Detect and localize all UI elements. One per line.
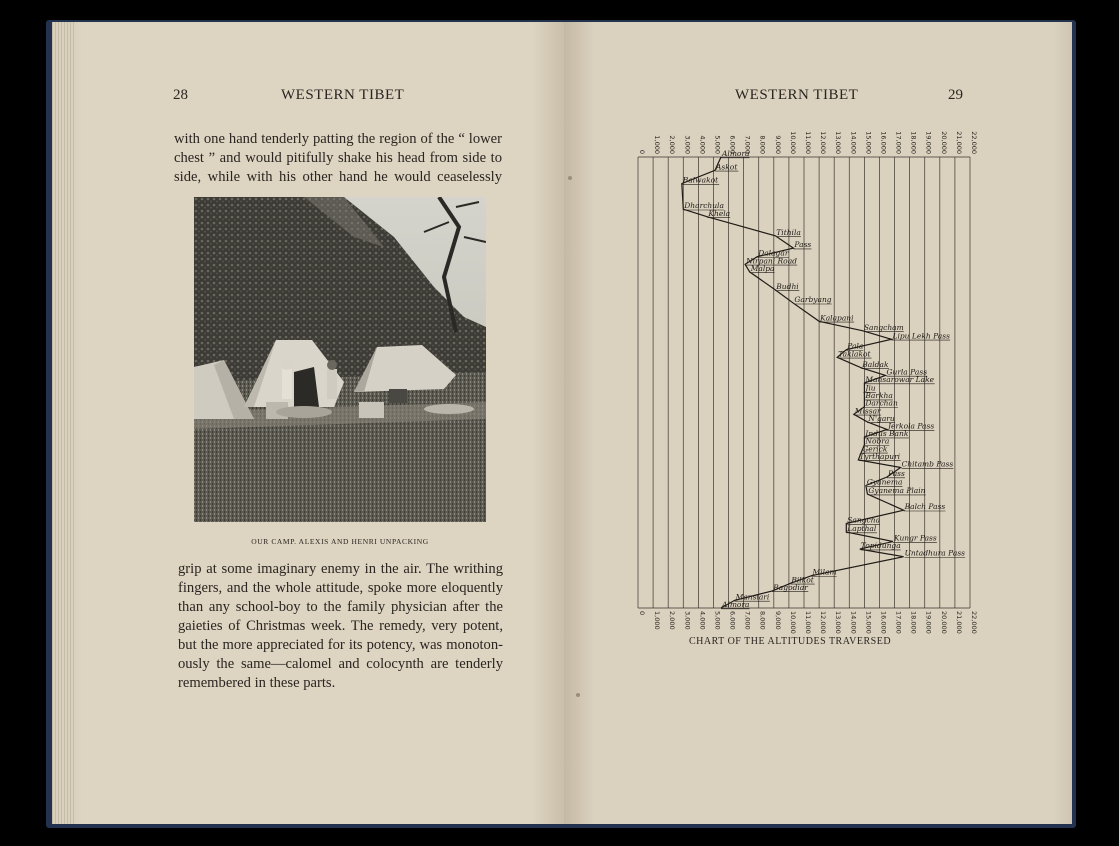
tick-label: 1,000 [653,611,662,630]
tick-label: 13,000 [834,131,843,154]
tick-label: 8,000 [758,135,767,154]
tick-label: 4,000 [698,135,707,154]
point-label: Missar [854,406,881,416]
point-label: Almora [722,149,750,158]
text-line: ously the same—calomel and colocynth are tenderly [178,656,503,672]
chart-caption: CHART OF THE ALTITUDES TRAVERSED [688,636,892,647]
point-label: Malpa [750,263,775,273]
tick-label: 10,000 [788,131,797,154]
text-line: remembered in these parts. [178,675,336,691]
tick-label: 18,000 [909,611,918,634]
tick-label: 3,000 [683,611,692,630]
binding-hole [576,693,580,697]
tick-label: 9,000 [773,135,782,154]
tick-label: 21,000 [954,131,963,154]
text-line: than any school-boy to the family physician after the [178,599,503,615]
point-label: Gyanema Plain [868,486,926,496]
point-label: Chitamb Pass [901,459,954,469]
point-label: Mansiari [735,592,770,602]
point-label: Pala [847,341,864,351]
tick-label: 12,000 [819,131,828,154]
paragraph-bottom [178,560,503,693]
point-label: Taklakot [838,349,871,359]
point-label: Balwakot [682,175,719,185]
text-line: with one hand tenderly patting the region of the “ lower [174,131,502,147]
tick-label: 22,000 [970,611,978,634]
point-label: Jiu [865,383,876,393]
tick-label: 19,000 [924,131,933,154]
tick-label: 13,000 [834,611,843,634]
point-label: Lapthal [847,524,877,533]
text-line: fingers, and the whole attitude, spoke more eloquently [178,580,503,596]
point-label: Pass [888,469,905,478]
tick-label: 16,000 [879,131,888,154]
tick-label: 15,000 [864,131,873,154]
text-line: grip at some imaginary enemy in the air. The writhing [178,561,503,577]
altitude-chart [620,130,980,635]
tick-label: 8,000 [758,611,767,630]
tick-label: 7,000 [743,135,752,154]
tick-label: 22,000 [970,131,978,154]
point-label: Lipu Lekh Pass [892,331,950,341]
paragraph-top [174,130,502,187]
right-running-head: WESTERN TIBET [735,87,859,103]
binding-hole [568,176,572,180]
tick-label: 15,000 [864,611,873,634]
point-label: Tyrthapuri [859,451,901,461]
tick-label: 12,000 [819,611,828,634]
point-label: N'garu [868,413,895,423]
tick-label: 17,000 [894,131,903,154]
point-label: Pass [794,240,812,250]
point-label: Bilkot [791,575,814,585]
right-page-number: 29 [948,87,963,103]
point-label: Untadhura Pass [904,548,966,558]
tick-label: 2,000 [668,135,677,154]
tick-label: 3,000 [683,135,692,154]
page-edges [52,22,76,824]
point-label: Jerkola Pass [888,421,935,431]
text-line: gaieties of Christmas week. The remedy, very potent, [178,618,503,634]
point-label: Kungr Pass [894,533,937,543]
tick-label: 9,000 [773,611,782,630]
point-label: Kalapani [820,313,854,323]
tick-label: 1,000 [653,135,662,154]
tick-label: 2,000 [668,611,677,630]
tick-label: 11,000 [804,611,812,634]
camp-photograph [194,197,486,522]
tick-label: 17,000 [894,611,903,634]
tick-label: 19,000 [924,611,933,634]
text-line: but the more appreciated for its potency, was monoton- [178,637,503,653]
point-label: Bagodiar [773,582,808,592]
point-label: Balch Pass [904,502,946,512]
point-label: Tithila [776,227,801,237]
tick-label: 14,000 [849,131,858,154]
left-running-head: WESTERN TIBET [281,87,405,103]
text-line: side, while with his other hand he would ceaselessly [174,169,502,185]
point-label: Baldak [862,359,889,369]
tick-label: 0 [638,149,646,154]
point-label: Garbyang [794,295,832,305]
point-label: Gerick [862,444,888,454]
point-label: Budhi [776,281,799,291]
point-label: Nirpani Road [746,256,797,266]
left-page-number: 28 [173,87,188,103]
tick-label: 5,000 [713,611,722,630]
tick-label: 6,000 [728,135,737,154]
point-label: Khela [708,208,731,218]
text-line: chest ” and would pitifully shake his head from side to [174,150,502,166]
tick-label: 6,000 [728,611,737,630]
tick-label: 20,000 [939,131,948,154]
point-label: Sangcha [847,515,881,525]
camp-photo-image [194,197,486,522]
point-label: Topidunga [860,541,901,551]
point-label: Milam [812,567,837,577]
point-label: Indus Bank [865,429,909,439]
tick-label: 11,000 [804,131,812,154]
point-label: Dharchula [684,201,724,211]
tick-label: 10,000 [788,611,797,634]
figure-caption: OUR CAMP. ALEXIS AND HENRI UNPACKING [251,537,429,546]
tick-label: 14,000 [849,611,858,634]
tick-label: 0 [638,611,646,616]
tick-label: 7,000 [743,611,752,630]
point-label: Almora [722,600,750,609]
point-label: Darchan [865,398,898,408]
point-label: Dalagar [758,248,789,258]
tick-label: 18,000 [909,131,918,154]
point-label: Gyanema [866,477,903,487]
point-label: Nobra [865,436,890,446]
point-label: Gurla Pass [886,367,928,377]
point-label: Sangcham [863,322,904,332]
tick-label: 16,000 [879,611,888,634]
tick-label: 20,000 [939,611,948,634]
point-label: Barkha [865,391,893,401]
point-label: Mansarowar Lake [865,375,935,384]
tick-label: 21,000 [954,611,963,634]
tick-label: 5,000 [713,135,722,154]
point-label: Askot [716,162,738,172]
tick-label: 4,000 [698,611,707,630]
